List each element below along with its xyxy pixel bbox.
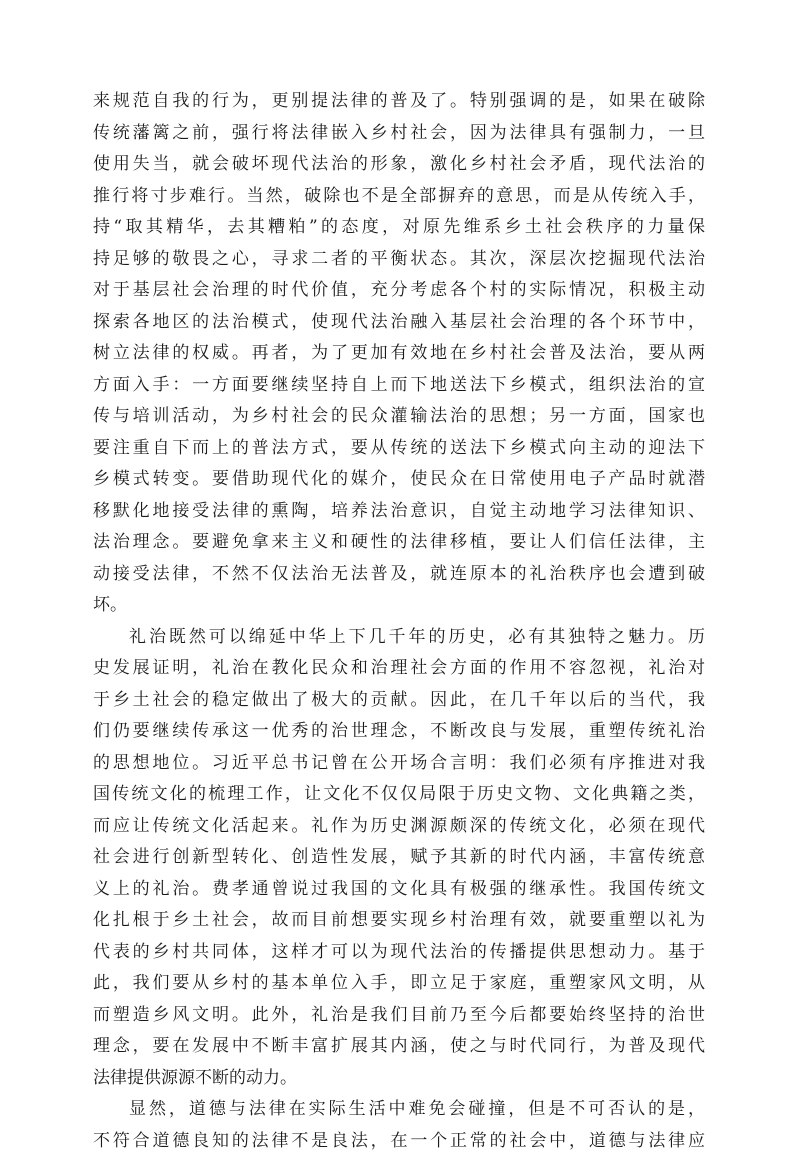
text-line: 动接受法律，不然不仅法治无法普及，就连原本的礼治秩序也会遭到破 xyxy=(93,559,705,591)
document-body xyxy=(93,86,705,1157)
text-line: 移默化地接受法律的熏陶，培养法治意识，自觉主动地学习法律知识、 xyxy=(93,496,705,528)
text-line: 来规范自我的行为，更别提法律的普及了。特别强调的是，如果在破除 xyxy=(93,86,705,118)
text-line: 方面入手：一方面要继续坚持自上而下地送法下乡模式，组织法治的宣 xyxy=(93,370,705,402)
text-line: 礼治既然可以绵延中华上下几千年的历史，必有其独特之魅力。历 xyxy=(93,622,705,654)
text-line: 史发展证明，礼治在教化民众和治理社会方面的作用不容忽视，礼治对 xyxy=(93,653,705,685)
text-line: 探索各地区的法治模式，使现代法治融入基层社会治理的各个环节中， xyxy=(93,307,705,339)
text-line: 对于基层社会治理的时代价值，充分考虑各个村的实际情况，积极主动 xyxy=(93,275,705,307)
text-line: 而应让传统文化活起来。礼作为历史渊源颇深的传统文化，必须在现代 xyxy=(93,811,705,843)
text-line: 此，我们要从乡村的基本单位入手，即立足于家庭，重塑家风文明，从 xyxy=(93,968,705,1000)
text-line: 法治理念。要避免拿来主义和硬性的法律移植，要让人们信任法律，主 xyxy=(93,527,705,559)
text-line: 要注重自下而上的普法方式，要从传统的送法下乡模式向主动的迎法下 xyxy=(93,433,705,465)
text-line: 传统藩篱之前，强行将法律嵌入乡村社会，因为法律具有强制力，一旦 xyxy=(93,118,705,150)
text-line: 树立法律的权威。再者，为了更加有效地在乡村社会普及法治，要从两 xyxy=(93,338,705,370)
text-line: 而塑造乡风文明。此外，礼治是我们目前乃至今后都要始终坚持的治世 xyxy=(93,1000,705,1032)
text-line: 传与培训活动，为乡村社会的民众灌输法治的思想；另一方面，国家也 xyxy=(93,401,705,433)
text-line: 持“取其精华，去其糟粕”的态度，对原先维系乡土社会秩序的力量保 xyxy=(93,212,705,244)
text-line: 坏。 xyxy=(93,590,705,622)
text-line: 化扎根于乡土社会，故而目前想要实现乡村治理有效，就要重塑以礼为 xyxy=(93,905,705,937)
text-line: 使用失当，就会破坏现代法治的形象，激化乡村社会矛盾，现代法治的 xyxy=(93,149,705,181)
text-line: 代表的乡村共同体，这样才可以为现代法治的传播提供思想动力。基于 xyxy=(93,937,705,969)
text-line: 持足够的敬畏之心，寻求二者的平衡状态。其次，深层次挖掘现代法治 xyxy=(93,244,705,276)
text-line: 推行将寸步难行。当然，破除也不是全部摒弃的意思，而是从传统入手， xyxy=(93,181,705,213)
text-line: 们仍要继续传承这一优秀的治世理念，不断改良与发展，重塑传统礼治 xyxy=(93,716,705,748)
paragraph-2 xyxy=(93,622,705,1095)
text-line: 显然，道德与法律在实际生活中难免会碰撞，但是不可否认的是， xyxy=(93,1094,705,1126)
text-line: 的思想地位。习近平总书记曾在公开场合言明：我们必须有序推进对我 xyxy=(93,748,705,780)
text-line: 国传统文化的梳理工作，让文化不仅仅局限于历史文物、文化典籍之类， xyxy=(93,779,705,811)
text-line: 社会进行创新型转化、创造性发展，赋予其新的时代内涵，丰富传统意 xyxy=(93,842,705,874)
text-line: 于乡土社会的稳定做出了极大的贡献。因此，在几千年以后的当代，我 xyxy=(93,685,705,717)
paragraph-3 xyxy=(93,1094,705,1157)
text-line: 不符合道德良知的法律不是良法，在一个正常的社会中，道德与法律应 xyxy=(93,1126,705,1157)
text-line: 理念，要在发展中不断丰富扩展其内涵，使之与时代同行，为普及现代 xyxy=(93,1031,705,1063)
text-line: 义上的礼治。费孝通曾说过我国的文化具有极强的继承性。我国传统文 xyxy=(93,874,705,906)
paragraph-1 xyxy=(93,86,705,622)
text-line: 法律提供源源不断的动力。 xyxy=(93,1063,705,1095)
text-line: 乡模式转变。要借助现代化的媒介，使民众在日常使用电子产品时就潜 xyxy=(93,464,705,496)
